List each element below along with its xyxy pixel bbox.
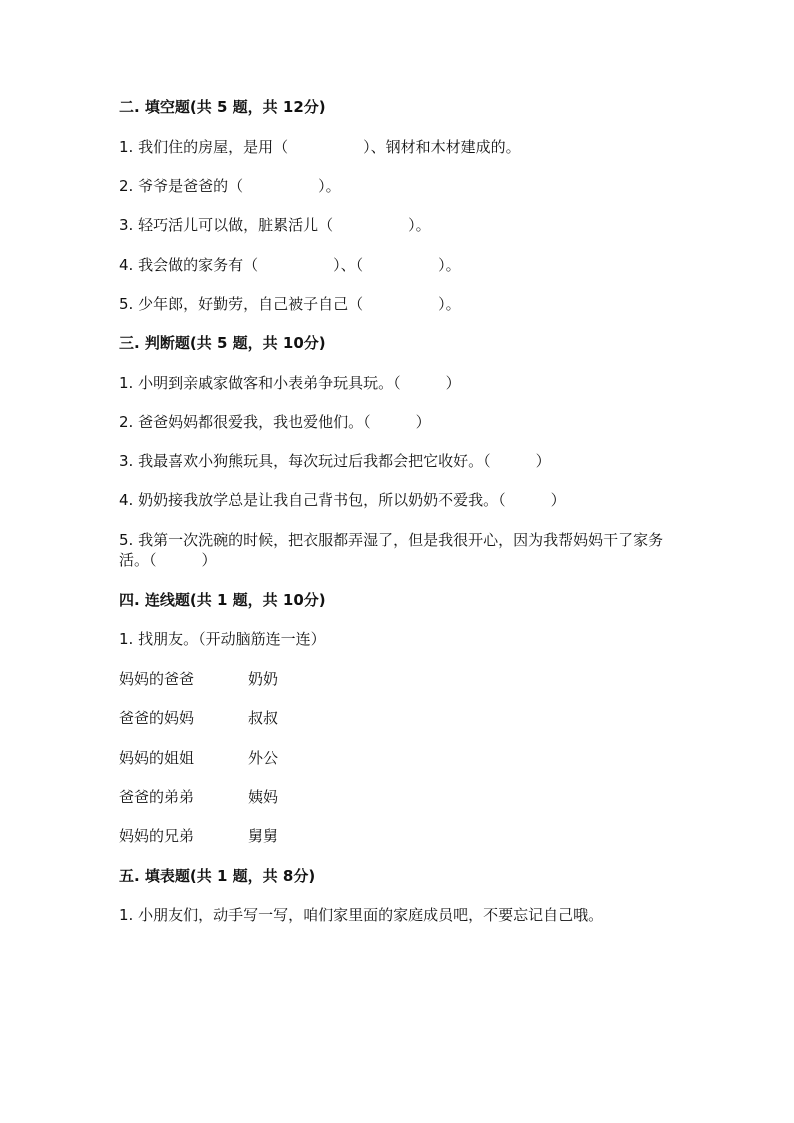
match-left-item: 妈妈的兄弟: [119, 827, 195, 845]
judge-question-2: 2. 爸爸妈妈都很爱我，我也爱他们。（ ）: [119, 413, 431, 431]
match-left-item: 爸爸的弟弟: [119, 788, 195, 806]
table-question-1: 1. 小朋友们，动手写一写，咱们家里面的家庭成员吧，不要忘记自己哦。: [119, 906, 604, 924]
match-left-item: 妈妈的爸爸: [119, 670, 195, 688]
judge-question-3: 3. 我最喜欢小狗熊玩具，每次玩过后我都会把它收好。（ ）: [119, 452, 551, 470]
fill-question-2: 2. 爷爷是爸爸的（ ）。: [119, 177, 341, 195]
fill-question-5: 5. 少年郎，好勤劳，自己被子自己（ ）。: [119, 295, 461, 313]
judge-question-1: 1. 小明到亲戚家做客和小表弟争玩具玩。（ ）: [119, 374, 461, 392]
judge-question-5: 5. 我第一次洗碗的时候，把衣服都弄湿了，但是我很开心，因为我帮妈妈干了家务活。（ ）: [119, 531, 664, 569]
fill-question-1: 1. 我们住的房屋，是用（ ）、钢材和木材建成的。: [119, 138, 521, 156]
match-right-item: 外公: [248, 749, 279, 767]
match-right-item: 姨妈: [248, 788, 279, 806]
match-right-item: 奶奶: [248, 670, 279, 688]
fill-question-4: 4. 我会做的家务有（ ）、（ ）。: [119, 256, 461, 274]
section5-heading: 五. 填表题(共 1 题，共 8分): [119, 867, 316, 885]
match-right-item: 舅舅: [248, 827, 279, 845]
fill-question-3: 3. 轻巧活儿可以做，脏累活儿（ ）。: [119, 216, 431, 234]
judge-question-4: 4. 奶奶接我放学总是让我自己背书包，所以奶奶不爱我。（ ）: [119, 491, 566, 509]
match-left-item: 爸爸的妈妈: [119, 709, 195, 727]
match-right-item: 叔叔: [248, 709, 279, 727]
section2-heading: 二. 填空题(共 5 题，共 12分): [119, 98, 326, 116]
section3-heading: 三. 判断题(共 5 题，共 10分): [119, 334, 326, 352]
section4-heading: 四. 连线题(共 1 题，共 10分): [119, 591, 326, 609]
match-left-item: 妈妈的姐姐: [119, 749, 195, 767]
match-question-1: 1. 找朋友。（开动脑筋连一连）: [119, 630, 326, 648]
